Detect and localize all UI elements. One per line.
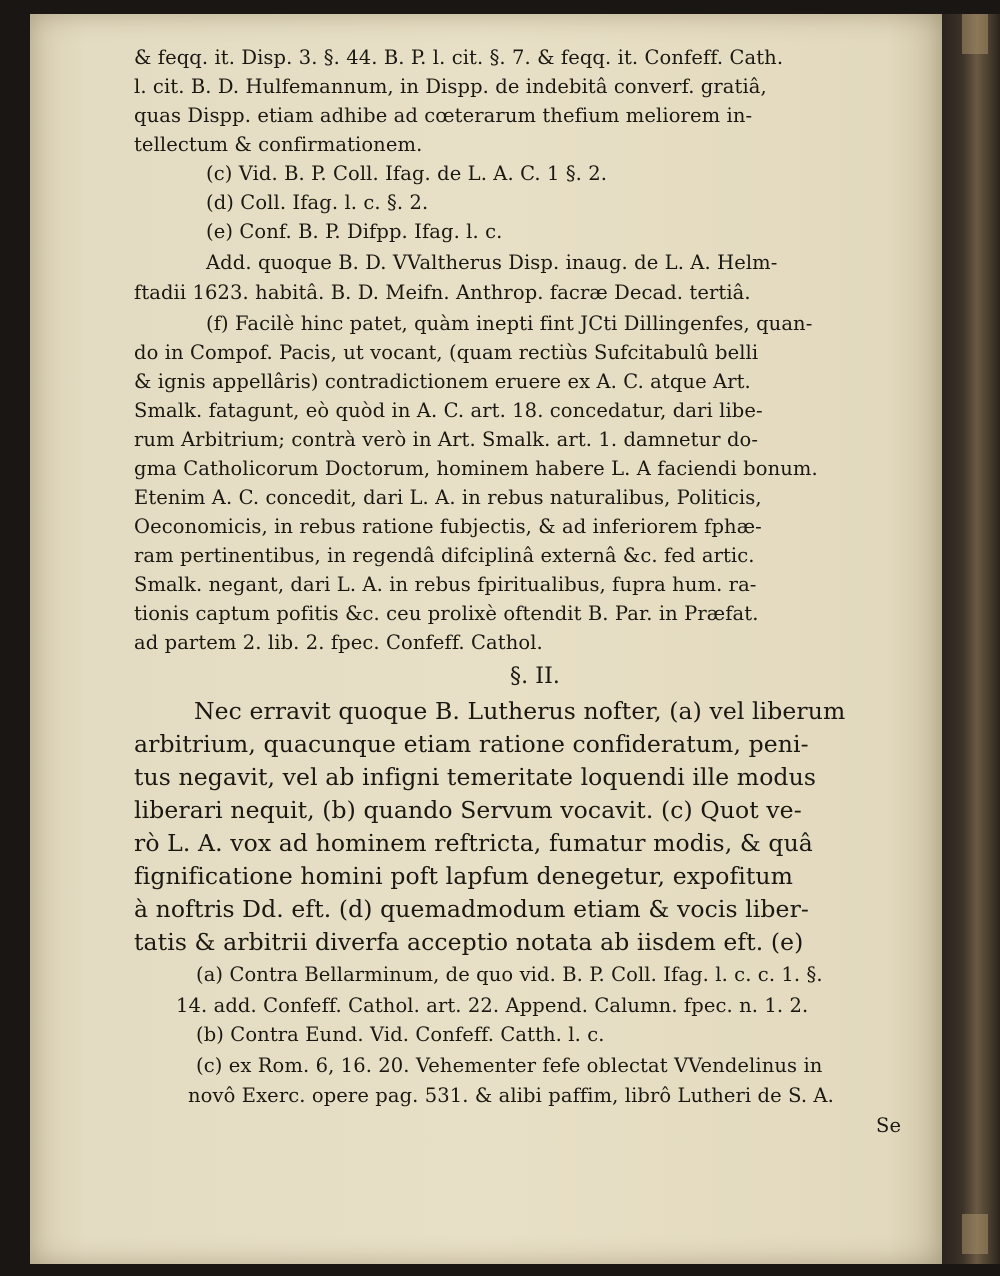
body-line: à noftris Dd. eft. (d) quemadmodum etiam & vocis liber- — [134, 895, 809, 923]
footnote-line: & feqq. it. Disp. 3. §. 44. B. P. l. cit. §. 7. & feqq. it. Confeff. Cath. — [134, 46, 784, 69]
footnote-line: Etenim A. C. concedit, dari L. A. in rebus naturalibus, Politicis, — [134, 486, 762, 509]
body-line: rò L. A. vox ad hominem reftricta, fumatur modis, & quâ — [134, 829, 813, 857]
footnote-line: novô Exerc. opere pag. 531. & alibi paffim, librô Lutheri de S. A. — [188, 1084, 834, 1107]
footnote-line: (a) Contra Bellarminum, de quo vid. B. P. Coll. Ifag. l. c. c. 1. §. — [196, 963, 823, 986]
footnote-line: Smalk. fatagunt, eò quòd in A. C. art. 18. concedatur, dari libe- — [134, 399, 763, 422]
footnote-line: quas Dispp. etiam adhibe ad cœterarum thefium meliorem in- — [134, 104, 753, 127]
footnote-line: tionis captum pofitis &c. ceu prolixè oftendit B. Par. in Præfat. — [134, 602, 759, 625]
footnote-line: l. cit. B. D. Hulfemannum, in Dispp. de indebitâ converf. gratiâ, — [134, 75, 767, 98]
page-edge-wear — [962, 14, 988, 54]
footnote-line: ad partem 2. lib. 2. fpec. Confeff. Cathol. — [134, 631, 543, 654]
footnote-line: (c) Vid. B. P. Coll. Ifag. de L. A. C. 1 §. 2. — [206, 162, 608, 185]
page-edge-wear — [962, 1214, 988, 1254]
footnote-line: (b) Contra Eund. Vid. Confeff. Catth. l. c. — [196, 1023, 605, 1046]
body-line: arbitrium, quacunque etiam ratione confideratum, peni- — [134, 730, 809, 758]
footnote-line: Add. quoque B. D. VValtherus Disp. inaug. de L. A. Helm- — [206, 251, 778, 274]
footnote-line: 14. add. Confeff. Cathol. art. 22. Append. Calumn. fpec. n. 1. 2. — [176, 994, 809, 1017]
footnote-line: Oeconomicis, in rebus ratione fubjectis, & ad inferiorem fphæ- — [134, 515, 762, 538]
footnote-line: (e) Conf. B. P. Difpp. Ifag. l. c. — [206, 220, 503, 243]
footnote-line: ram pertinentibus, in regendâ difciplinâ externâ &c. fed artic. — [134, 544, 755, 567]
section-mark: §. II. — [510, 664, 560, 689]
footnote-line: Smalk. negant, dari L. A. in rebus fpiritualibus, fupra hum. ra- — [134, 573, 757, 596]
body-line: tatis & arbitrii diverfa acceptio notata ab iisdem eft. (e) — [134, 928, 804, 956]
body-line: fignificatione homini poft lapfum denegetur, expofitum — [134, 862, 794, 890]
catchword: Se — [876, 1114, 902, 1137]
footnote-line: & ignis appellâris) contradictionem eruere ex A. C. atque Art. — [134, 370, 751, 393]
footnote-line: gma Catholicorum Doctorum, hominem habere L. A faciendi bonum. — [134, 457, 818, 480]
body-line: Nec erravit quoque B. Lutherus nofter, (a) vel liberum — [194, 697, 846, 725]
footnote-line: (c) ex Rom. 6, 16. 20. Vehementer fefe oblectat VVendelinus in — [196, 1054, 823, 1077]
body-line: tus negavit, vel ab infigni temeritate loquendi ille modus — [134, 763, 816, 791]
footnote-line: tellectum & confirmationem. — [134, 133, 423, 156]
body-line: liberari nequit, (b) quando Servum vocavit. (c) Quot ve- — [134, 796, 802, 824]
footnote-line: (d) Coll. Ifag. l. c. §. 2. — [206, 191, 429, 214]
footnote-line: (f) Facilè hinc patet, quàm inepti fint JCti Dillingenfes, quan- — [206, 312, 813, 335]
book-edge — [942, 14, 1000, 1264]
footnote-line: ftadii 1623. habitâ. B. D. Meifn. Anthrop. facræ Decad. tertiâ. — [134, 281, 751, 304]
footnote-line: do in Compof. Pacis, ut vocant, (quam rectiùs Sufcitabulû belli — [134, 341, 759, 364]
footnote-line: rum Arbitrium; contrà verò in Art. Smalk. art. 1. damnetur do- — [134, 428, 759, 451]
